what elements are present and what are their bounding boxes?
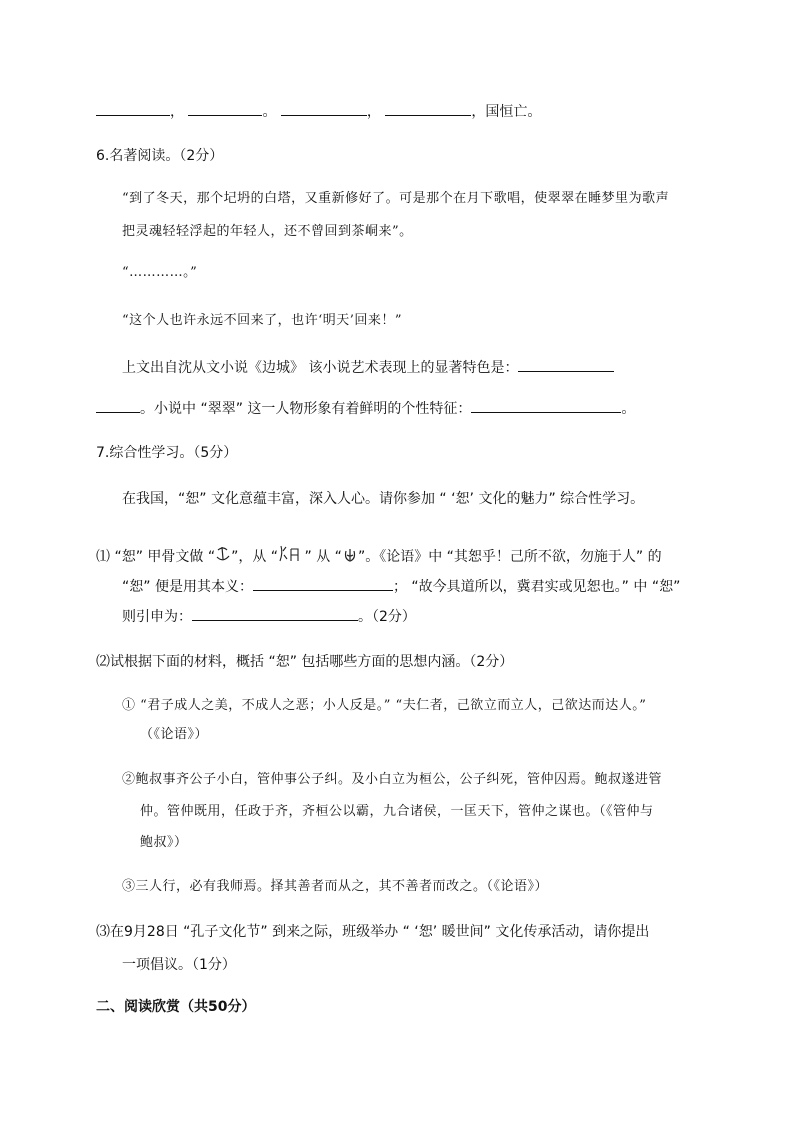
q6-question-line2	[96, 398, 635, 419]
material-2-line2: 仲。管仲既用，任政于齐，齐桓公以霸，九合诸侯，一匡天下，管仲之谋也。（《管仲与	[140, 804, 654, 819]
q5-fill-line	[96, 101, 541, 122]
separator: ，	[366, 104, 381, 120]
material-3: ③三人行，必有我师焉。择其善者而从之，其不善者而改之。（《论语》）	[122, 879, 549, 894]
q7-sub1-line2	[122, 576, 680, 597]
q6-quote2: “…………。”	[122, 265, 198, 280]
material-1-line1: ① “君子成人之美，不成人之恶；小人反是。” “夫仁者，己欲立而立人，己欲达而达人。”	[122, 698, 647, 713]
q7-sub1-text: ； “故今具道所以，冀君实或见恕也。” 中 “恕”	[392, 579, 681, 595]
oracle-bone-ru-icon	[278, 543, 300, 565]
q7-sub1-line3	[122, 606, 416, 627]
separator: 。	[262, 104, 277, 120]
q6-quote1-line2: 把灵魂轻轻浮起的年轻人，还不曾回到茶峒来”。	[122, 224, 413, 239]
answer-blank[interactable]	[385, 101, 471, 116]
q6-quote3: “这个人也许永远不回来了，也许‘明天’回来！”	[122, 313, 403, 328]
answer-blank[interactable]	[281, 101, 367, 116]
q6-question-text: 。小说中 “翠翠” 这一人物形象有着鲜明的个性特征：	[140, 401, 472, 417]
material-2-line1: ②鲍叔事齐公子小白，管仲事公子纠。及小白立为桓公，公子纠死，管仲囚焉。鲍叔遂进管	[122, 772, 663, 787]
material-1-line2: （《论语》）	[140, 727, 209, 742]
q6-heading: 6.名著阅读。（2分）	[96, 148, 224, 164]
material-2-line3: 鲍叔》）	[140, 835, 188, 850]
q7-sub1-text: ⑴ “恕” 甲骨文做 “	[96, 549, 216, 565]
q7-sub1-text: “恕” 便是用其本义：	[122, 579, 253, 595]
q7-sub1-text: ”。《论语》中 “其恕乎！己所不欲，勿施于人” 的	[357, 549, 662, 565]
answer-blank[interactable]	[253, 576, 393, 591]
q6-question-end: 。	[621, 401, 636, 417]
q7-sub1-text: 。（2分）	[358, 609, 416, 625]
q7-sub3-line1: ⑶在9月28日 “孔子文化节” 到来之际，班级举办 “ ‘恕’ 暖世间” 文化传承活动，请你提出	[96, 924, 650, 940]
q6-quote1-line1: “到了冬天，那个圮坍的白塔，又重新修好了。可是那个在月下歌唱，使翠翠在睡梦里为歌声	[122, 191, 670, 206]
q7-sub1-text: ”，从 “	[231, 549, 279, 565]
section-2-heading: 二、阅读欣赏（共50分）	[96, 999, 256, 1015]
answer-blank[interactable]	[518, 357, 614, 372]
oracle-bone-shu-icon	[215, 545, 231, 565]
q7-intro: 在我国，“恕” 文化意蕴丰富，深入人心。请你参加 “ ‘恕’ 文化的魅力” 综合性学习。	[122, 491, 645, 507]
answer-blank[interactable]	[188, 101, 262, 116]
q6-question-line1	[122, 357, 614, 378]
q7-sub1-text: ” 从 “	[300, 549, 342, 565]
answer-blank[interactable]	[96, 101, 170, 116]
answer-blank[interactable]	[96, 398, 140, 413]
q7-sub3-line2: 一项倡议。（1分）	[122, 957, 236, 973]
answer-blank[interactable]	[471, 398, 621, 413]
q7-heading: 7.综合性学习。（5分）	[96, 445, 238, 461]
answer-blank[interactable]	[192, 606, 358, 621]
oracle-bone-xin-icon	[342, 545, 358, 565]
q7-sub1-line1	[96, 543, 662, 567]
q6-question-text: 上文出自沈从文小说《边城》 该小说艺术表现上的显著特色是：	[122, 360, 519, 376]
ending-text: ，国恒亡。	[471, 104, 542, 120]
q7-sub1-text: 则引申为：	[122, 609, 192, 625]
separator: ，	[170, 104, 184, 120]
q7-sub2: ⑵试根据下面的材料，概括 “恕” 包括哪些方面的思想内涵。（2分）	[96, 654, 514, 670]
